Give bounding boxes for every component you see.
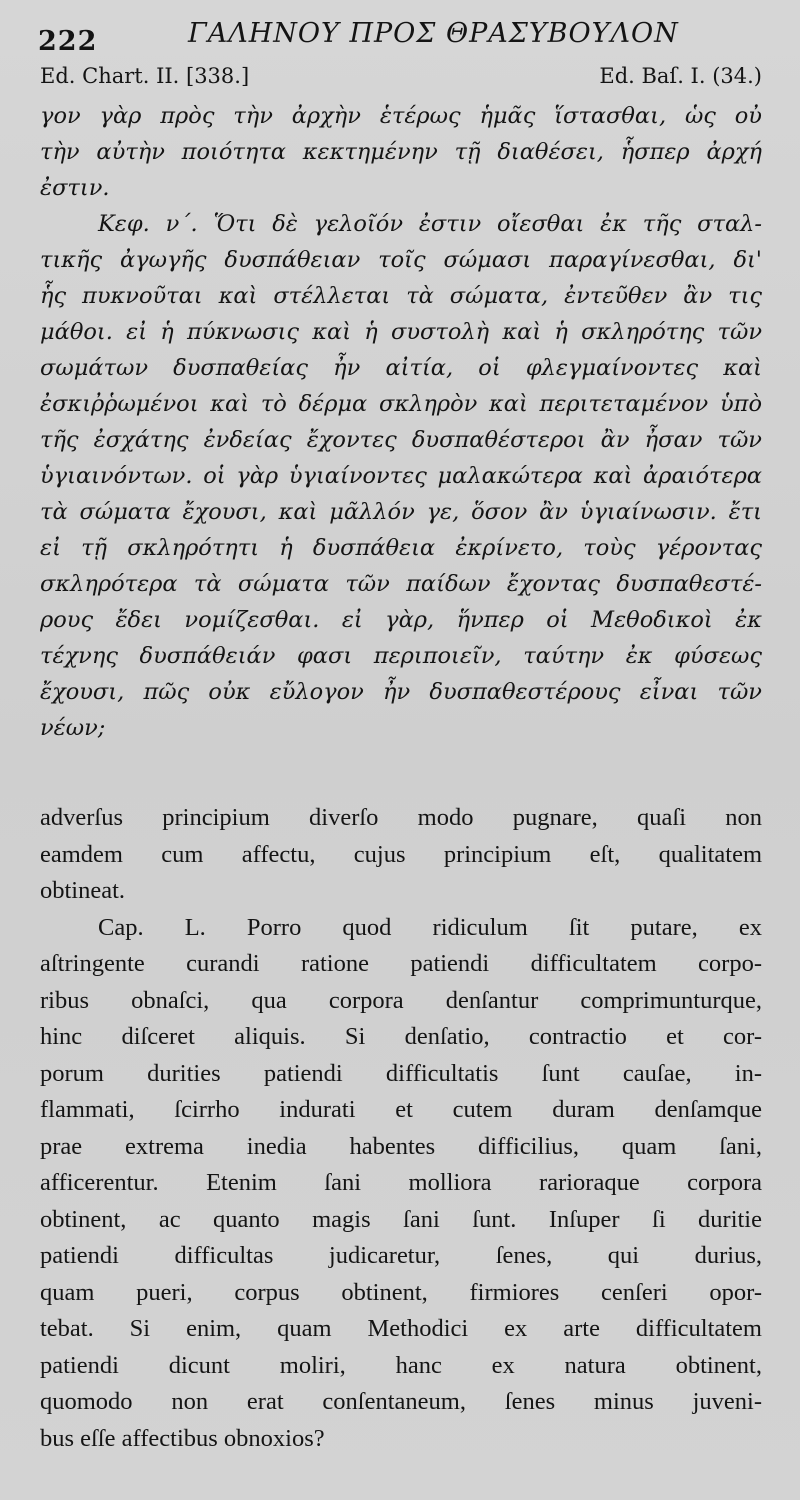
greek-line: τῆς ἐσχάτης ἐνδείας ἔχοντες δυσπαθέστεροι ἂν ἦσαν τῶν: [40, 427, 762, 453]
greek-line: σκληρότερα τὰ σώματα τῶν παίδων ἔχοντας δυσπαθεστέ-: [40, 571, 762, 597]
running-title: ΓΑΛΗΝΟΥ ΠΡΟΣ ΘΡΑΣΥΒΟΥΛΟΝ: [188, 18, 679, 49]
latin-line: obtinent, ac quanto magis ſani ſunt. Inſuper ſi duritie: [40, 1205, 762, 1233]
greek-line: ἐστιν.: [40, 175, 110, 201]
latin-line: flammati, ſcirrho indurati et cutem duram denſamque: [40, 1096, 762, 1123]
greek-line: σωμάτων δυσπαθείας ἦν αἰτία, οἱ φλεγμαίνοντες καὶ: [40, 355, 762, 381]
greek-line: ἧς πυκνοῦται καὶ στέλλεται τὰ σώματα, ἐντεῦθεν ἂν τις: [40, 283, 762, 309]
latin-line: ribus obnaſci, qua corpora denſantur comprimunturque,: [40, 986, 762, 1014]
greek-line-chapter-start: Κεφ. ν΄. Ὅτι δὲ γελοῖόν ἐστιν οἴεσθαι ἐκ τῆς σταλ-: [98, 211, 762, 237]
latin-line: adverſus principium diverſo modo pugnare, quaſi non: [40, 804, 762, 831]
latin-line: tebat. Si enim, quam Methodici ex arte difficultatem: [40, 1315, 762, 1342]
latin-line: quomodo non erat conſentaneum, ſenes minus juveni-: [40, 1388, 762, 1415]
greek-text: [40, 98, 762, 746]
greek-line: εἰ τῇ σκληρότητι ἡ δυσπάθεια ἐκρίνετο, τοὺς γέροντας: [40, 535, 762, 561]
latin-line: hinc diſceret aliquis. Si denſatio, contractio et cor-: [40, 1023, 762, 1050]
latin-text: [40, 800, 762, 1457]
greek-line: τὴν αὐτὴν ποιότητα κεκτημένην τῇ διαθέσει, ἧσπερ ἀρχή: [40, 139, 762, 165]
latin-line: eamdem cum affectu, cujus principium eſt, qualitatem: [40, 840, 762, 868]
greek-line: ἐσκιῤῥωμένοι καὶ τὸ δέρμα σκληρὸν καὶ περιτεταμένον ὑπὸ: [40, 391, 762, 417]
latin-line: prae extrema inedia habentes difficilius, quam ſani,: [40, 1132, 762, 1160]
edition-basel: Ed. Baſ. I. (34.): [599, 64, 762, 88]
latin-line: patiendi dicunt moliri, hanc ex natura obtinent,: [40, 1351, 762, 1379]
latin-line: bus eſſe affectibus obnoxios?: [40, 1424, 325, 1452]
latin-line: patiendi difficultas judicaretur, ſenes, qui durius,: [40, 1242, 762, 1269]
running-head: [38, 14, 778, 57]
greek-line: τέχνης δυσπάθειάν φασι περιποιεῖν, ταύτην ἐκ φύσεως: [40, 643, 762, 669]
page-number: 222: [38, 26, 98, 57]
greek-line: ρους ἔδει νομίζεσθαι. εἰ γὰρ, ἥνπερ οἱ Μεθοδικοὶ ἐκ: [40, 607, 762, 633]
greek-line: τὰ σώματα ἔχουσι, καὶ μᾶλλόν γε, ὅσον ἂν ὑγιαίνωσιν. ἔτι: [40, 499, 762, 525]
edition-references: [40, 64, 762, 94]
edition-chartier: Ed. Chart. II. [338.]: [40, 64, 250, 88]
greek-line: μάθοι. εἰ ἡ πύκνωσις καὶ ἡ συστολὴ καὶ ἡ σκληρότης τῶν: [40, 319, 762, 345]
latin-line: porum durities patiendi difficultatis ſunt cauſae, in-: [40, 1059, 762, 1087]
greek-line: τικῆς ἀγωγῆς δυσπάθειαν τοῖς σώμασι παραγίνεσθαι, δι': [40, 247, 762, 273]
latin-line-chapter-start: Cap. L. Porro quod ridiculum ſit putare, ex: [98, 913, 762, 941]
latin-line: afficerentur. Etenim ſani molliora rarioraque corpora: [40, 1169, 762, 1196]
greek-line: ἔχουσι, πῶς οὐκ εὔλογον ἦν δυσπαθεστέρους εἶναι τῶν: [40, 679, 762, 705]
latin-line: obtineat.: [40, 877, 126, 904]
greek-line: γον γὰρ πρὸς τὴν ἀρχὴν ἑτέρως ἡμᾶς ἵστασθαι, ὡς οὐ: [40, 103, 762, 129]
latin-line: aſtringente curandi ratione patiendi difficultatem corpo-: [40, 950, 762, 977]
latin-line: quam pueri, corpus obtinent, firmiores cenſeri opor-: [40, 1278, 762, 1306]
greek-line: νέων;: [40, 715, 106, 741]
greek-line: ὑγιαινόντων. οἱ γὰρ ὑγιαίνοντες μαλακώτερα καὶ ἀραιότερα: [40, 463, 762, 489]
